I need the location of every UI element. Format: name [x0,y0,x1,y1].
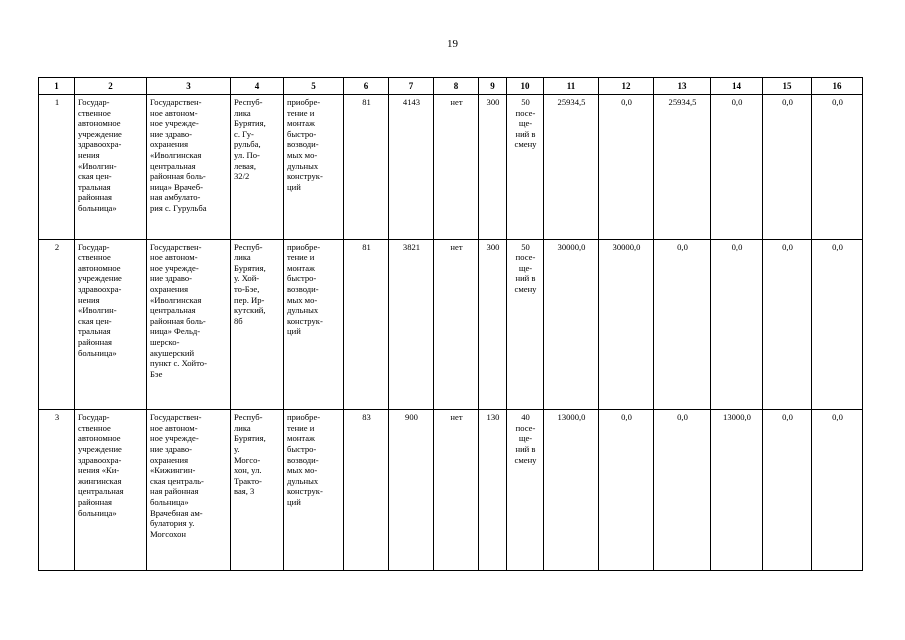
cell-col-12: 0,0 [599,410,654,571]
capacity-cell [507,239,544,410]
column-header-11: 11 [544,78,599,95]
column-header-3: 3 [147,78,231,95]
cell-col-8: нет [434,239,479,410]
address-text: Респуб- лика Бурятия, у. Хой- то-Бэе, пер. Ир- кутский, 8б [234,241,266,326]
cell-col-13: 0,0 [654,410,711,571]
column-header-5: 5 [284,78,344,95]
capacity-text: 40 посе- ще- ний в смену [514,412,537,465]
column-header-6: 6 [344,78,389,95]
cell-col-14: 0,0 [711,239,763,410]
column-header-12: 12 [599,78,654,95]
work-type-cell [284,95,344,240]
cell-col-8: нет [434,95,479,240]
cell-col-15: 0,0 [763,95,812,240]
row-number: 1 [39,95,75,240]
row-number: 3 [39,410,75,571]
object-text: Государствен- ное автоном- ное учрежде- ние здраво- охранения «Кижингин- ская централь- ная районная больница» Врачебная ам- булатория у. Могсохон [150,412,204,539]
column-header-10: 10 [507,78,544,95]
table-row [39,239,863,410]
cell-col-8: нет [434,410,479,571]
cell-col-12: 0,0 [599,95,654,240]
row-number: 2 [39,239,75,410]
page-number: 19 [447,38,458,50]
cell-col-11: 13000,0 [544,410,599,571]
capacity-text: 50 посе- ще- ний в смену [514,241,537,294]
cell-col-15: 0,0 [763,410,812,571]
work-type-cell [284,239,344,410]
column-header-14: 14 [711,78,763,95]
institution-cell [75,239,147,410]
work-type-text: приобре- тение и монтаж быстро- возводи- мых мо- дульных конструк- ций [287,241,323,337]
cell-col-14: 13000,0 [711,410,763,571]
cell-col-11: 25934,5 [544,95,599,240]
cell-col-11: 30000,0 [544,239,599,410]
cell-col-16: 0,0 [812,239,863,410]
address-text: Респуб- лика Бурятия, у. Могсо- хон, ул. Тракто- вая, 3 [234,412,266,497]
column-header-1: 1 [39,78,75,95]
cell-col-6: 83 [344,410,389,571]
cell-col-13: 0,0 [654,239,711,410]
cell-col-6: 81 [344,95,389,240]
capacity-cell [507,95,544,240]
institution-text: Государ- ственное автономное учреждение здравоохра- нения «Иволгин- ская цен- тральная районная больница» [78,97,122,213]
address-cell [231,239,284,410]
object-cell [147,410,231,571]
object-cell [147,95,231,240]
cell-col-9: 300 [479,95,507,240]
table-row [39,410,863,571]
address-cell [231,410,284,571]
cell-col-9: 300 [479,239,507,410]
cell-col-9: 130 [479,410,507,571]
cell-col-16: 0,0 [812,95,863,240]
column-header-9: 9 [479,78,507,95]
work-type-text: приобре- тение и монтаж быстро- возводи- мых мо- дульных конструк- ций [287,97,323,192]
column-header-7: 7 [389,78,434,95]
table-row [39,95,863,240]
cell-col-12: 30000,0 [599,239,654,410]
data-table [38,77,863,571]
cell-col-7: 900 [389,410,434,571]
column-header-2: 2 [75,78,147,95]
object-text: Государствен- ное автоном- ное учрежде- ние здраво- охранения «Иволгинская центральная районная боль- ница» Врачеб- ная амбулато- рия с. Гурульба [150,97,207,213]
object-text: Государствен- ное автоном- ное учрежде- ние здраво- охранения «Иволгинская центральная районная боль- ница» Фельд- шерско- акушерский пункт с. Хойто- Бэе [150,241,207,379]
column-header-16: 16 [812,78,863,95]
institution-text: Государ- ственное автономное учреждение здравоохра- нения «Иволгин- ская цен- тральная районная больница» [78,241,122,358]
column-header-8: 8 [434,78,479,95]
cell-col-15: 0,0 [763,239,812,410]
cell-col-6: 81 [344,239,389,410]
address-text: Респуб- лика Бурятия, с. Гу- рульба, ул. По- левая, 32/2 [234,97,266,182]
cell-col-7: 3821 [389,239,434,410]
institution-cell [75,410,147,571]
capacity-cell [507,410,544,571]
cell-col-13: 25934,5 [654,95,711,240]
address-cell [231,95,284,240]
work-type-cell [284,410,344,571]
header-row [39,78,863,95]
column-header-13: 13 [654,78,711,95]
column-header-15: 15 [763,78,812,95]
institution-text: Государ- ственное автономное учреждение здравоохра- нения «Ки- жингинская центральная районная больница» [78,412,124,518]
column-header-4: 4 [231,78,284,95]
object-cell [147,239,231,410]
cell-col-7: 4143 [389,95,434,240]
work-type-text: приобре- тение и монтаж быстро- возводи- мых мо- дульных конструк- ций [287,412,323,508]
capacity-text: 50 посе- ще- ний в смену [514,97,537,150]
cell-col-16: 0,0 [812,410,863,571]
institution-cell [75,95,147,240]
cell-col-14: 0,0 [711,95,763,240]
